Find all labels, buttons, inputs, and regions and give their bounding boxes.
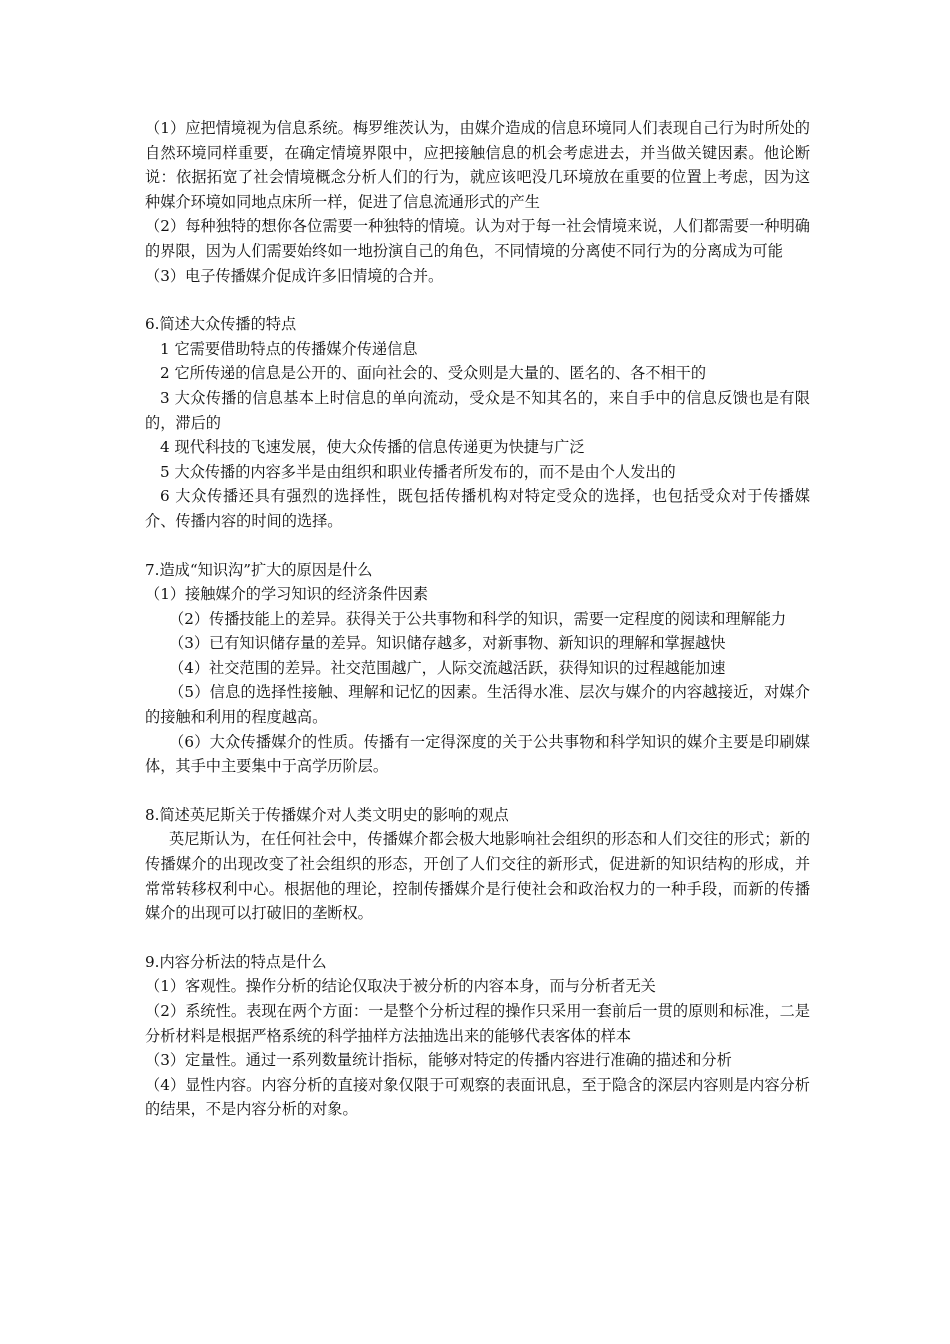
section-9-item-1: （1）客观性。操作分析的结论仅取决于被分析的内容本身，而与分析者无关 [145, 977, 656, 996]
section-7-title: 7.造成“知识沟”扩大的原因是什么 [145, 560, 373, 579]
spacer [145, 534, 810, 558]
spacer [145, 288, 810, 312]
intro-item-3: （3）电子传播媒介促成许多旧情境的合并。 [145, 266, 444, 285]
section-9-item-2: （2）系统性。表现在两个方面：一是整个分析过程的操作只采用一套前后一贯的原则和标准，二是分析材料是根据严格系统的科学抽样方法抽选出来的能够代表客体的样本 [145, 1002, 810, 1045]
section-9-title: 9.内容分析法的特点是什么 [145, 952, 327, 971]
section-8 [145, 803, 810, 926]
section-7-item-6: （6）大众传播媒介的性质。传播有一定得深度的关于公共事物和科学知识的媒介主要是印刷媒体，其手中主要集中于高学历阶层。 [145, 732, 810, 776]
section-8-body: 英尼斯认为，在任何社会中，传播媒介都会极大地影响社会组织的形态和人们交往的形式；新的传播媒介的出现改变了社会组织的形态，开创了人们交往的新形式，促进新的知识结构的形成，并常常转移权利中心。根据他的理论，控制传播媒介是行使社会和政治权力的一种手段，而新的传播媒介的出现可以打破旧的垄断权。 [145, 830, 810, 923]
intro-item-1: （1）应把情境视为信息系统。梅罗维茨认为，由媒介造成的信息环境同人们表现自己行为时所处的自然环境同样重要，在确定情境界限中，应把接触信息的机会考虑进去，并当做关键因素。他论断说：依据拓宽了社会情境概念分析人们的行为，就应该吧没几环境放在重要的位置上考虑，因为这种媒介环境如同地点床所一样，促进了信息流通形式的产生 [145, 119, 810, 211]
spacer [145, 779, 810, 803]
section-9-item-3: （3）定量性。通过一系列数量统计指标，能够对特定的传播内容进行准确的描述和分析 [145, 1051, 732, 1070]
section-6-item-6: 6 大众传播还具有强烈的选择性，既包括传播机构对特定受众的选择，也包括受众对于传播媒介、传播内容的时间的选择。 [145, 487, 810, 530]
spacer [145, 926, 810, 950]
section-6-item-5: 5 大众传播的内容多半是由组织和职业传播者所发布的，而不是由个人发出的 [160, 462, 676, 481]
section-7-item-5: （5）信息的选择性接触、理解和记忆的因素。生活得水准、层次与媒介的内容越接近，对媒介的接触和利用的程度越高。 [145, 683, 810, 727]
section-6-item-2: 2 它所传递的信息是公开的、面向社会的、受众则是大量的、匿名的、各不相干的 [160, 364, 707, 383]
section-6 [145, 312, 810, 533]
section-7 [145, 558, 810, 779]
section-6-item-3: 3 大众传播的信息基本上时信息的单向流动，受众是不知其名的，来自手中的信息反馈也是有限的，滞后的 [145, 388, 810, 432]
section-8-title: 8.简述英尼斯关于传播媒介对人类文明史的影响的观点 [145, 805, 509, 824]
section-6-item-4: 4 现代科技的飞速发展，使大众传播的信息传递更为快捷与广泛 [160, 438, 585, 457]
section-6-item-1: 1 它需要借助特点的传播媒介传递信息 [160, 339, 418, 358]
section-7-item-1: （1）接触媒介的学习知识的经济条件因素 [145, 585, 429, 604]
section-7-item-4: （4）社交范围的差异。社交范围越广，人际交流越活跃，获得知识的过程越能加速 [169, 658, 726, 677]
intro-item-2: （2）每种独特的想你各位需要一种独特的情境。认为对于每一社会情境来说，人们都需要一种明确的界限，因为人们需要始终如一地扮演自己的角色，不同情境的分离使不同行为的分离成为可能 [145, 217, 810, 260]
section-6-title: 6.简述大众传播的特点 [145, 315, 297, 334]
section-7-item-3: （3）已有知识储存量的差异。知识储存越多，对新事物、新知识的理解和掌握越快 [169, 634, 726, 653]
intro-section [145, 116, 810, 288]
section-9 [145, 950, 810, 1122]
section-7-item-2: （2）传播技能上的差异。获得关于公共事物和科学的知识，需要一定程度的阅读和理解能力 [169, 609, 787, 628]
section-9-item-4: （4）显性内容。内容分析的直接对象仅限于可观察的表面讯息，至于隐含的深层内容则是内容分析的结果，不是内容分析的对象。 [145, 1075, 810, 1119]
